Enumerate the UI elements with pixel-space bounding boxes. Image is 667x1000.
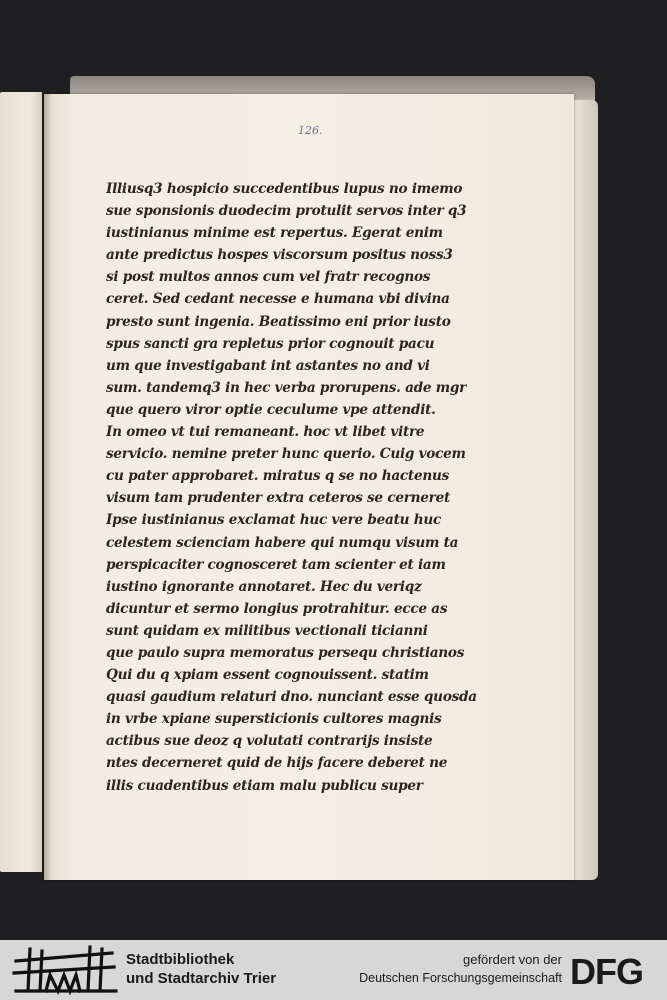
text-line: iustino ignorante annotaret. Hec du veriqz [106, 578, 422, 595]
folio-number: 126. [298, 124, 323, 137]
text-line: ante predictus hospes viscorsum positus noss3 [106, 247, 453, 264]
text-line: ntes decerneret quid de hijs facere deberet ne [106, 755, 448, 772]
library-name-line-2: und Stadtarchiv Trier [126, 970, 277, 987]
dfg-logo-text: DFG [570, 951, 643, 990]
text-line: servicio. nemine preter hunc querio. Cuig vocem [106, 446, 466, 463]
text-line: Ipse iustinianus exclamat huc vere beatu huc [106, 512, 442, 529]
text-line: Illiusq3 hospicio succedentibus lupus no imemo [106, 181, 463, 197]
text-line: actibus sue deoz q volutati contrarijs insiste [106, 733, 433, 750]
text-line: que quero viror optie ceculume vpe attendit. [106, 401, 436, 418]
text-line: sue sponsionis duodecim protulit servos inter q3 [106, 203, 467, 220]
text-line: iustinianus minime est repertus. Egerat enim [106, 225, 443, 242]
sponsor-line-1: gefördert von der [462, 952, 562, 967]
text-line: que paulo supra memoratus persequ christianos [106, 644, 465, 661]
library-name-line-1: Stadtbibliothek [126, 951, 235, 968]
sponsor-credit [330, 951, 562, 987]
manuscript-text-block [106, 178, 478, 797]
sponsor-line-2: Deutschen Forschungsgemeinschaft [359, 971, 562, 985]
text-line: In omeo vt tui remaneant. hoc vt libet vitre [106, 424, 425, 441]
text-line: si post multos annos cum vel fratr recognos [106, 269, 431, 286]
stadtbibliothek-logo-icon [12, 945, 120, 995]
page-gutter-shadow [44, 94, 52, 880]
text-line: Qui du q xpiam essent cognouissent. statim [106, 667, 429, 684]
text-line: dicuntur et sermo longius protrahitur. ecce as [106, 600, 448, 617]
library-name [126, 950, 336, 988]
facing-page-edge [0, 92, 42, 872]
text-line: sum. tandemq3 in hec verba prorupens. ade mgr [106, 379, 467, 396]
text-line: spus sancti gra repletus prior cognouit pacu [106, 335, 435, 352]
text-line: cu pater approbaret. miratus q se no hactenus [106, 468, 450, 485]
text-line: um que investigabant int astantes no and vi [106, 357, 430, 374]
text-line: sunt quidam ex militibus vectionali ticianni [106, 622, 428, 639]
text-line: visum tam prudenter extra ceteros se cerneret [106, 490, 451, 507]
text-line: ceret. Sed cedant necesse e humana vbi divina [106, 291, 450, 308]
text-line: quasi gaudium relaturi dno. nunciant esse quosda [106, 689, 477, 706]
text-line: presto sunt ingenia. Beatissimo eni prior iusto [106, 313, 451, 330]
dfg-logo-icon [568, 950, 660, 990]
text-line: celestem scienciam habere qui numqu visum ta [106, 534, 459, 551]
text-line: perspicaciter cognosceret tam scienter et iam [106, 556, 446, 573]
text-line: in vrbe xpiane supersticionis cultores magnis [106, 711, 442, 728]
text-line: illis cuadentibus etiam malu publicu super [106, 777, 423, 794]
